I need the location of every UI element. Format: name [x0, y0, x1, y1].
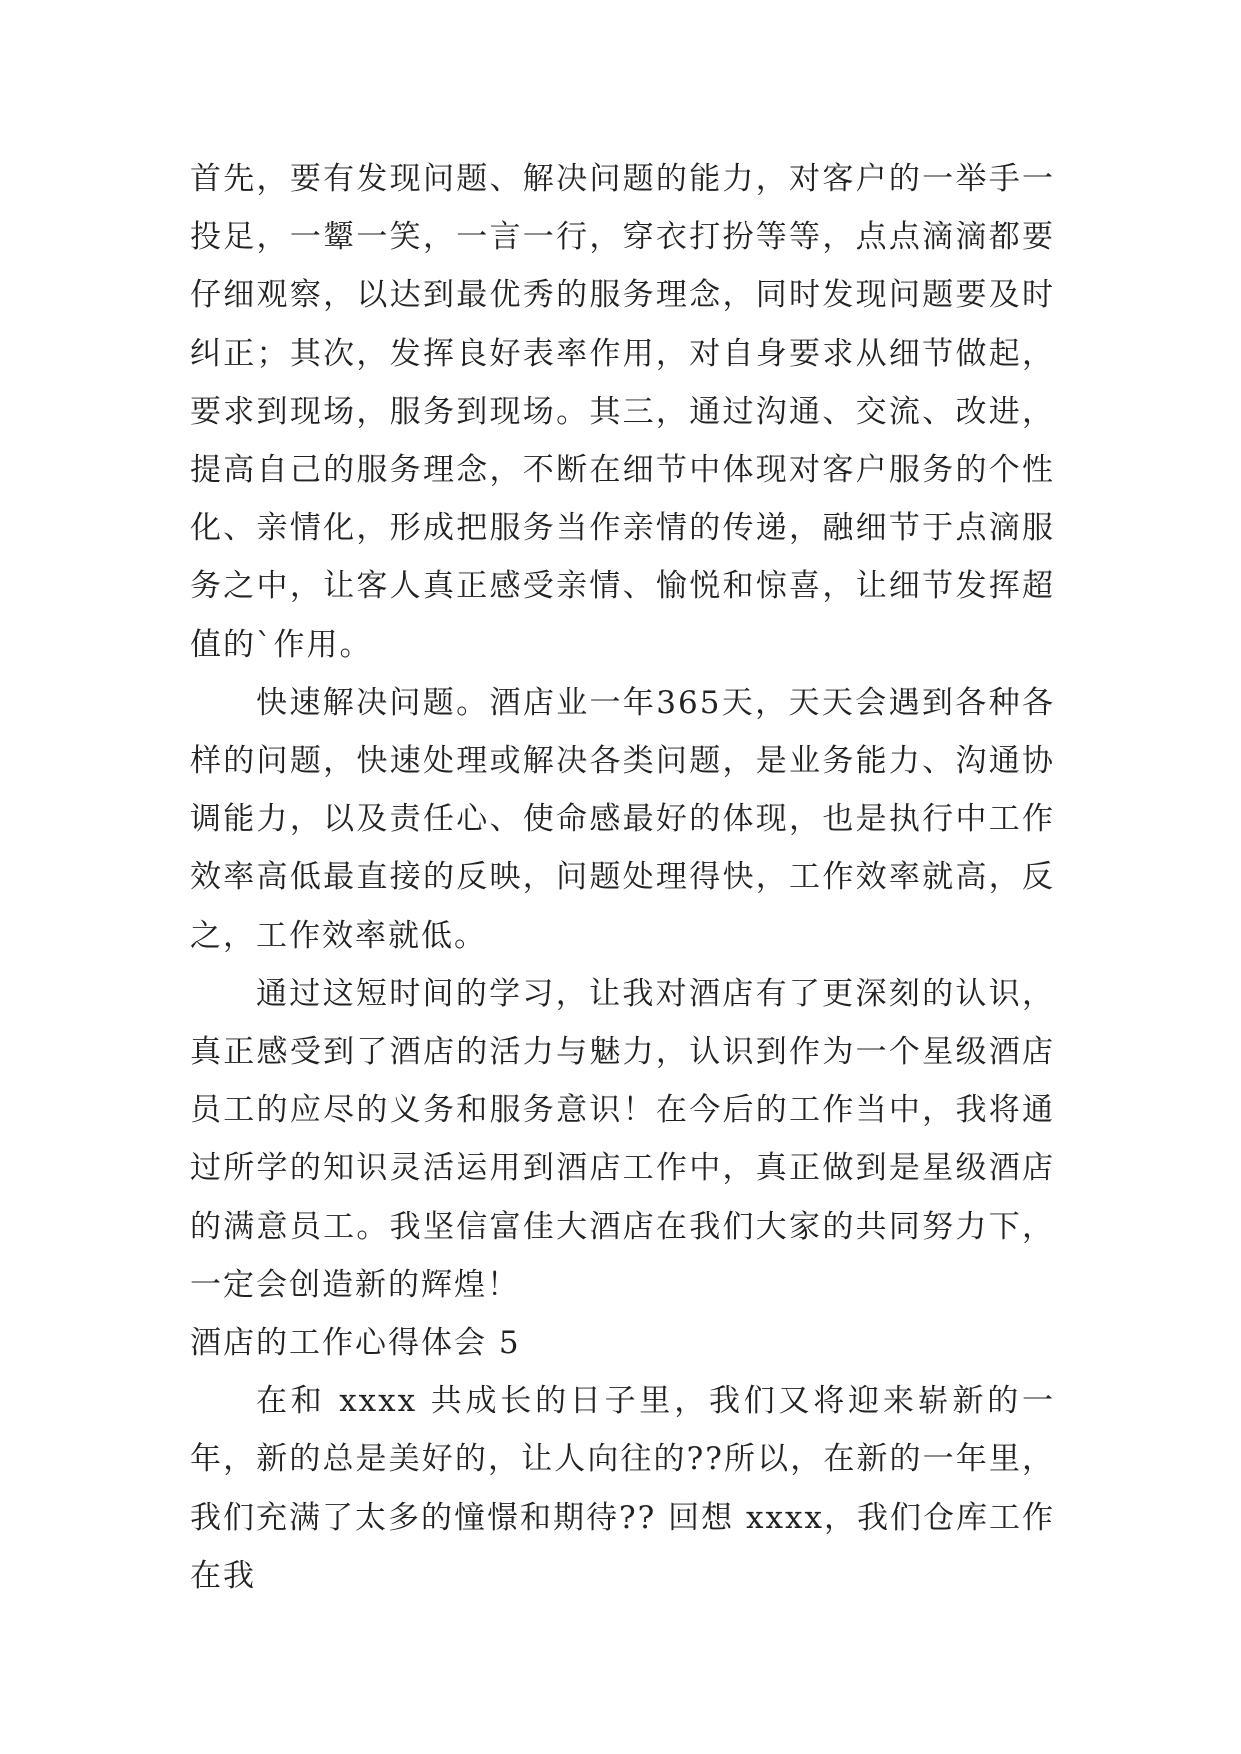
- section-heading: 酒店的工作心得体会 5: [190, 1325, 521, 1362]
- paragraph-study-summary: 通过这短时间的学习，让我对酒店有了更深刻的认识，真正感受到了酒店的活力与魅力，认识到作为一个星级酒店员工的应尽的义务和服务意识！在今后的工作当中，我将通过所学的知识灵活运用到酒店工作中，真正做到是星级酒店的满意员工。我坚信富佳大酒店在我们大家的共同努力下，一定会创造新的辉煌！: [190, 975, 1055, 1303]
- document-body: [190, 150, 1055, 1605]
- paragraph-new-year: 在和 xxxx 共成长的日子里，我们又将迎来崭新的一年，新的总是美好的，让人向往的??所以，在新的一年里，我们充满了太多的憧憬和期待?? 回想 xxxx，我们仓库工作在我: [190, 1383, 1055, 1594]
- paragraph-solve-problems: 快速解决问题。酒店业一年365天，天天会遇到各种各样的问题，快速处理或解决各类问题，是业务能力、沟通协调能力，以及责任心、使命感最好的体现，也是执行中工作效率高低最直接的反映，问题处理得快，工作效率就高，反之，工作效率就低。: [190, 684, 1055, 954]
- paragraph-service-details: 首先，要有发现问题、解决问题的能力，对客户的一举手一投足，一颦一笑，一言一行，穿衣打扮等等，点点滴滴都要仔细观察，以达到最优秀的服务理念，同时发现问题要及时纠正；其次，发挥良好表率作用，对自身要求从细节做起，要求到现场，服务到现场。其三，通过沟通、交流、改进，提高自己的服务理念，不断在细节中体现对客户服务的个性化、亲情化，形成把服务当作亲情的传递，融细节于点滴服务之中，让客人真正感受亲情、愉悦和惊喜，让细节发挥超值的`作用。: [190, 161, 1055, 663]
